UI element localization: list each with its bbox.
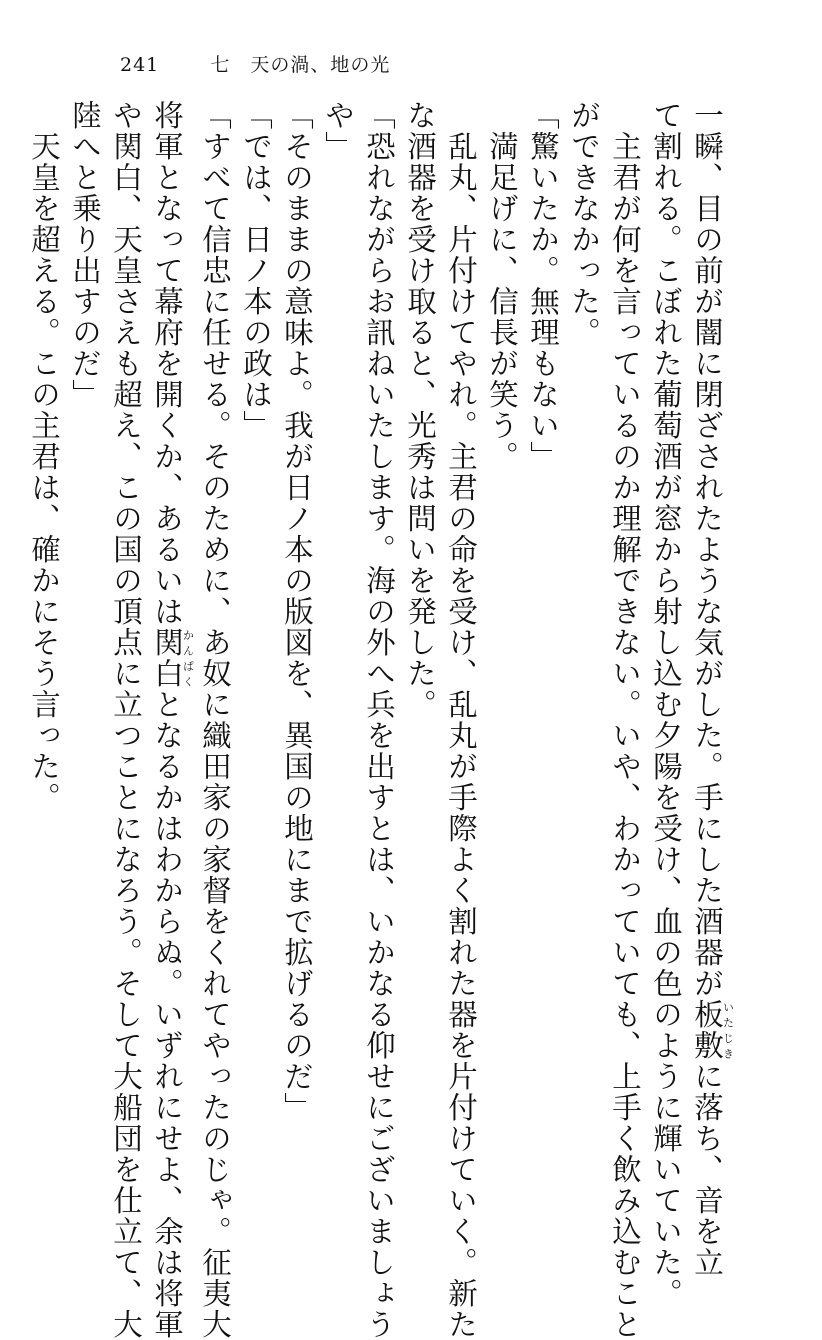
text-segment: 将軍となって幕府を開くか、あるいは	[150, 100, 184, 627]
text-line: 主君が何を言っているのか理解できない。いや、わかっていても、上手く飲み込むこと	[608, 100, 642, 1340]
text-line: ができなかった。	[567, 100, 601, 348]
text-line: 「では、日ノ本の政は」	[239, 100, 273, 441]
text-line: 「そのままの意味よ。我が日ノ本の版図を、異国の地にまで拡げるのだ」	[280, 100, 314, 1123]
text-segment: 一瞬、目の前が闇に閉ざされたような気がした。手にした酒器が	[690, 100, 724, 999]
ruby-base: 板敷	[690, 999, 724, 1061]
text-line: 満足げに、信長が笑う。	[485, 100, 519, 472]
text-line: て割れる。こぼれた葡萄酒が窓から射し込む夕陽を受け、血の色のように輝いていた。	[649, 100, 683, 1309]
text-line: 「恐れながらお訊ねいたします。海の外へ兵を出すとは、いかなる仰せにございましょう	[362, 100, 396, 1340]
text-line: 天皇を超える。この主君は、確かにそう言った。	[27, 100, 61, 813]
text-line: や」	[321, 100, 355, 162]
text-line: な酒器を受け取ると、光秀は問いを発した。	[403, 100, 437, 720]
text-line: 乱丸、片付けてやれ。主君の命を受け、乱丸が手際よく割れた器を片付けていく。新た	[444, 100, 478, 1340]
page-number: 241	[120, 54, 160, 76]
ruby-reading: いたじき	[721, 999, 735, 1061]
text-segment: に落ち、音を立	[690, 1061, 724, 1278]
text-line: 陸へと乗り出すのだ」	[68, 100, 102, 410]
vertical-body-text	[23, 100, 735, 1340]
ruby-base: 関白	[150, 627, 184, 689]
text-line: や関白、天皇さえも超え、この国の頂点に立つことになろう。そして大船団を仕立て、大	[109, 100, 143, 1340]
text-segment: となるかはわからぬ。いずれにせよ、余は将軍	[150, 689, 184, 1340]
text-line: 「驚いたか。無理もない」	[526, 100, 560, 472]
ruby-annotation	[690, 999, 735, 1061]
text-line: 「すべて信忠に任せる。そのために、あ奴に織田家の家督をくれてやったのじゃ。征夷大	[198, 100, 232, 1340]
chapter-title: 七 天の渦、地の光	[210, 54, 391, 76]
ruby-annotation	[150, 627, 195, 689]
running-header	[120, 50, 390, 77]
text-line	[146, 100, 195, 1340]
text-line	[686, 100, 735, 1278]
ruby-reading: かんぱく	[181, 627, 195, 689]
